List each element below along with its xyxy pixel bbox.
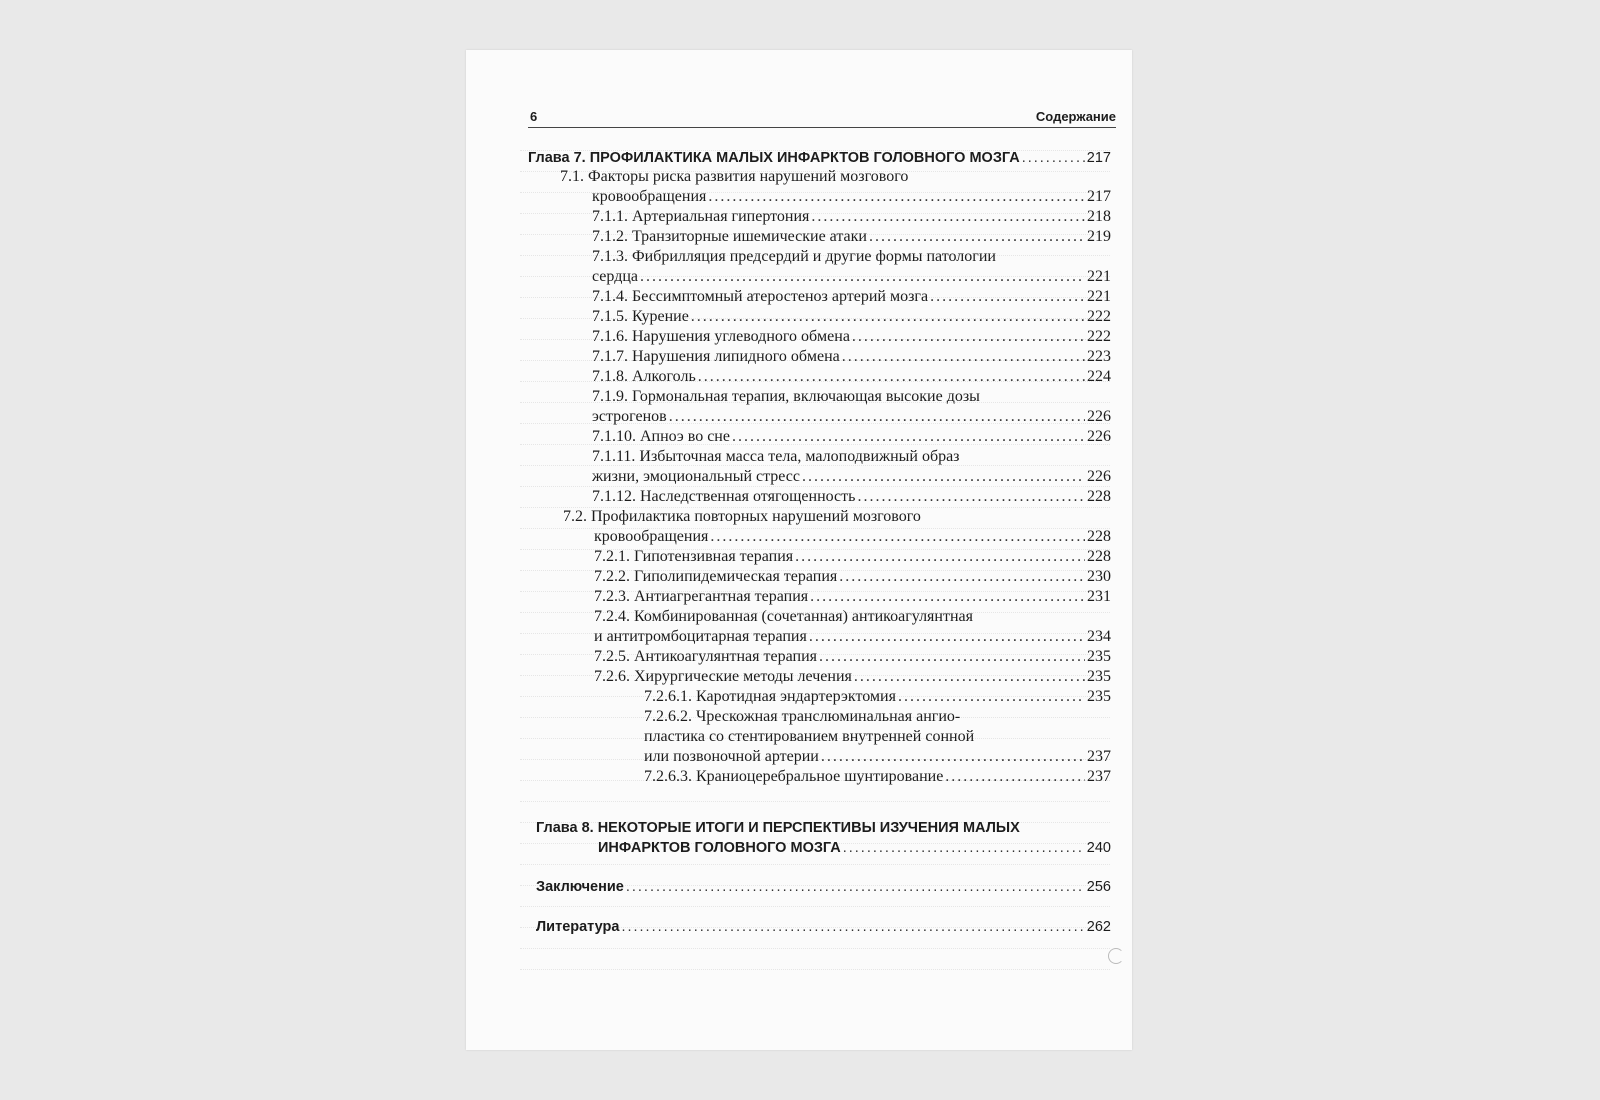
toc-entry[interactable] xyxy=(592,447,960,467)
dot-leader xyxy=(626,877,1085,897)
toc-entry-title: 7.1.1. Артериальная гипертония xyxy=(592,208,810,225)
dot-leader xyxy=(691,307,1085,327)
toc-page-number: 237 xyxy=(1087,768,1111,785)
toc-entry[interactable] xyxy=(563,507,921,527)
toc-entry[interactable] xyxy=(592,247,996,267)
toc-entry[interactable] xyxy=(592,307,1111,327)
toc-entry-title: ИНФАРКТОВ ГОЛОВНОГО МОЗГА xyxy=(598,840,841,856)
toc-page-number: 234 xyxy=(1087,628,1111,645)
toc-chapter-8[interactable] xyxy=(536,818,1020,838)
toc-entry-title: 7.1.7. Нарушения липидного обмена xyxy=(592,348,840,365)
toc-entry-title: 7.2.6. Хирургические методы лечения xyxy=(594,668,852,685)
toc-page-number: 235 xyxy=(1087,648,1111,665)
toc-entry-title: 7.2.6.3. Краниоцеребральное шунтирование xyxy=(644,768,944,785)
dot-leader xyxy=(819,647,1085,667)
toc-page-number: 240 xyxy=(1086,840,1111,856)
toc-page-number: 262 xyxy=(1086,919,1111,935)
toc-page-number: 221 xyxy=(1087,288,1111,305)
toc-entry-title: 7.2.4. Комбинированная (сочетанная) антикоагулянтная xyxy=(594,608,973,625)
toc-entry-title: 7.2.3. Антиагрегантная терапия xyxy=(594,588,809,605)
dot-leader xyxy=(869,227,1085,247)
toc-page-number: 224 xyxy=(1087,368,1111,385)
toc-page-number: 222 xyxy=(1087,308,1111,325)
toc-entry[interactable] xyxy=(594,647,1111,667)
toc-entry-title: 7.1.9. Гормональная терапия, включающая высокие дозы xyxy=(592,388,980,405)
toc-references[interactable] xyxy=(536,917,1111,937)
toc-page-number: 226 xyxy=(1087,468,1111,485)
dot-leader xyxy=(945,767,1085,787)
toc-entry[interactable] xyxy=(644,687,1111,707)
toc-entry-title: 7.1.12. Наследственная отягощенность xyxy=(592,488,856,505)
dot-leader xyxy=(854,667,1085,687)
toc-entry-title: Глава 8. НЕКОТОРЫЕ ИТОГИ И ПЕРСПЕКТИВЫ ИЗУЧЕНИЯ МАЛЫХ xyxy=(536,820,1020,836)
dot-leader xyxy=(842,347,1085,367)
toc-page-number: 221 xyxy=(1087,268,1111,285)
toc-page-number: 217 xyxy=(1086,150,1111,166)
page-number: 6 xyxy=(530,109,538,124)
toc-conclusion[interactable] xyxy=(536,877,1111,897)
toc-entry-title: 7.2.6.2. Чрескожная транслюминальная ангио- xyxy=(644,708,961,725)
toc-entry[interactable] xyxy=(592,487,1111,507)
toc-entry[interactable] xyxy=(592,267,1111,287)
toc-entry[interactable] xyxy=(592,467,1111,487)
toc-entry-title: сердца xyxy=(592,268,638,285)
dot-leader xyxy=(1022,148,1085,168)
dot-leader xyxy=(839,567,1085,587)
toc-page-number: 235 xyxy=(1087,688,1111,705)
dot-leader xyxy=(857,487,1085,507)
toc-entry[interactable] xyxy=(594,567,1111,587)
toc-entry-title: или позвоночной артерии xyxy=(644,748,819,765)
toc-entry[interactable] xyxy=(594,607,973,627)
dot-leader xyxy=(669,407,1085,427)
dot-leader xyxy=(811,207,1085,227)
toc-page-number: 235 xyxy=(1087,668,1111,685)
toc-entry[interactable] xyxy=(594,587,1111,607)
toc-entry[interactable] xyxy=(592,207,1111,227)
toc-entry-title: кровообращения xyxy=(594,528,709,545)
toc-page-number: 256 xyxy=(1086,879,1111,895)
toc-entry-title: 7.1.10. Апноэ во сне xyxy=(592,428,730,445)
dot-leader xyxy=(732,427,1085,447)
toc-entry[interactable] xyxy=(592,287,1111,307)
dot-leader xyxy=(708,187,1085,207)
dot-leader xyxy=(930,287,1085,307)
toc-page-number: 237 xyxy=(1087,748,1111,765)
toc-entry[interactable] xyxy=(592,227,1111,247)
dot-leader xyxy=(698,367,1085,387)
dot-leader xyxy=(852,327,1085,347)
dot-leader xyxy=(821,747,1085,767)
toc-entry[interactable] xyxy=(594,547,1111,567)
dot-leader xyxy=(621,917,1084,937)
toc-entry-title: 7.1.6. Нарушения углеводного обмена xyxy=(592,328,850,345)
toc-entry[interactable] xyxy=(592,427,1111,447)
toc-page-number: 230 xyxy=(1087,568,1111,585)
toc-page-number: 222 xyxy=(1087,328,1111,345)
dot-leader xyxy=(843,838,1085,858)
dot-leader xyxy=(795,547,1085,567)
toc-page-number: 217 xyxy=(1087,188,1111,205)
toc-entry-title: 7.2. Профилактика повторных нарушений мозгового xyxy=(563,508,921,525)
toc-entry-title: 7.2.6.1. Каротидная эндартерэктомия xyxy=(644,688,896,705)
toc-entry-title: 7.1.4. Бессимптомный атеростеноз артерий мозга xyxy=(592,288,929,305)
toc-entry[interactable] xyxy=(592,387,980,407)
toc-page-number: 228 xyxy=(1087,488,1111,505)
toc-entry-title: эстрогенов xyxy=(592,408,667,425)
toc-entry-title: Заключение xyxy=(536,879,624,895)
toc-page-number: 226 xyxy=(1087,428,1111,445)
toc-entry[interactable] xyxy=(592,187,1111,207)
toc-entry-title: жизни, эмоциональный стресс xyxy=(592,468,800,485)
toc-entry[interactable] xyxy=(594,667,1111,687)
toc-entry-title: Глава 7. ПРОФИЛАКТИКА МАЛЫХ ИНФАРКТОВ ГОЛОВНОГО МОЗГА xyxy=(528,150,1020,166)
toc-entry-title: 7.1.3. Фибрилляция предсердий и другие формы патологии xyxy=(592,248,996,265)
dot-leader xyxy=(898,687,1085,707)
toc-page-number: 223 xyxy=(1087,348,1111,365)
toc-entry[interactable] xyxy=(592,327,1111,347)
toc-entry[interactable] xyxy=(592,407,1111,427)
toc-entry[interactable] xyxy=(644,747,1111,767)
toc-entry[interactable] xyxy=(594,627,1111,647)
toc-entry-title: 7.2.5. Антикоагулянтная терапия xyxy=(594,648,817,665)
dot-leader xyxy=(809,627,1085,647)
toc-entry[interactable] xyxy=(644,727,974,747)
toc-entry-title: кровообращения xyxy=(592,188,707,205)
toc-page-number: 228 xyxy=(1087,528,1111,545)
toc-entry-title: пластика со стентированием внутренней сонной xyxy=(644,728,975,745)
toc-entry[interactable] xyxy=(592,367,1111,387)
toc-chapter-7[interactable] xyxy=(528,148,1111,168)
toc-entry-title: 7.1.5. Курение xyxy=(592,308,689,325)
toc-entry-title: Литература xyxy=(536,919,620,935)
toc-entry[interactable] xyxy=(644,707,960,727)
toc-entry-title: 7.2.1. Гипотензивная терапия xyxy=(594,548,794,565)
dot-leader xyxy=(802,467,1085,487)
toc-entry[interactable] xyxy=(560,167,908,187)
toc-entry-title: 7.1. Факторы риска развития нарушений мозгового xyxy=(560,168,909,185)
toc-entry[interactable] xyxy=(592,347,1111,367)
toc-entry[interactable] xyxy=(644,767,1111,787)
header-rule xyxy=(528,127,1116,128)
toc-entry-title: 7.1.11. Избыточная масса тела, малоподвижный образ xyxy=(592,448,960,465)
dot-leader xyxy=(640,267,1085,287)
toc-page-number: 218 xyxy=(1087,208,1111,225)
toc-page-number: 219 xyxy=(1087,228,1111,245)
toc-entry-title: 7.1.2. Транзиторные ишемические атаки xyxy=(592,228,867,245)
paper-crease-mark xyxy=(1108,948,1124,964)
toc-page-number: 226 xyxy=(1087,408,1111,425)
running-header-title: Содержание xyxy=(1035,109,1116,124)
toc-entry-title: 7.1.8. Алкоголь xyxy=(592,368,696,385)
toc-entry-title: и антитромбоцитарная терапия xyxy=(594,628,807,645)
toc-page-number: 228 xyxy=(1087,548,1111,565)
toc-page-number: 231 xyxy=(1087,588,1111,605)
dot-leader xyxy=(810,587,1085,607)
toc-entry-title: 7.2.2. Гиполипидемическая терапия xyxy=(594,568,838,585)
toc-entry[interactable] xyxy=(594,527,1111,547)
toc-chapter-8-continued[interactable] xyxy=(598,838,1111,858)
dot-leader xyxy=(710,527,1085,547)
